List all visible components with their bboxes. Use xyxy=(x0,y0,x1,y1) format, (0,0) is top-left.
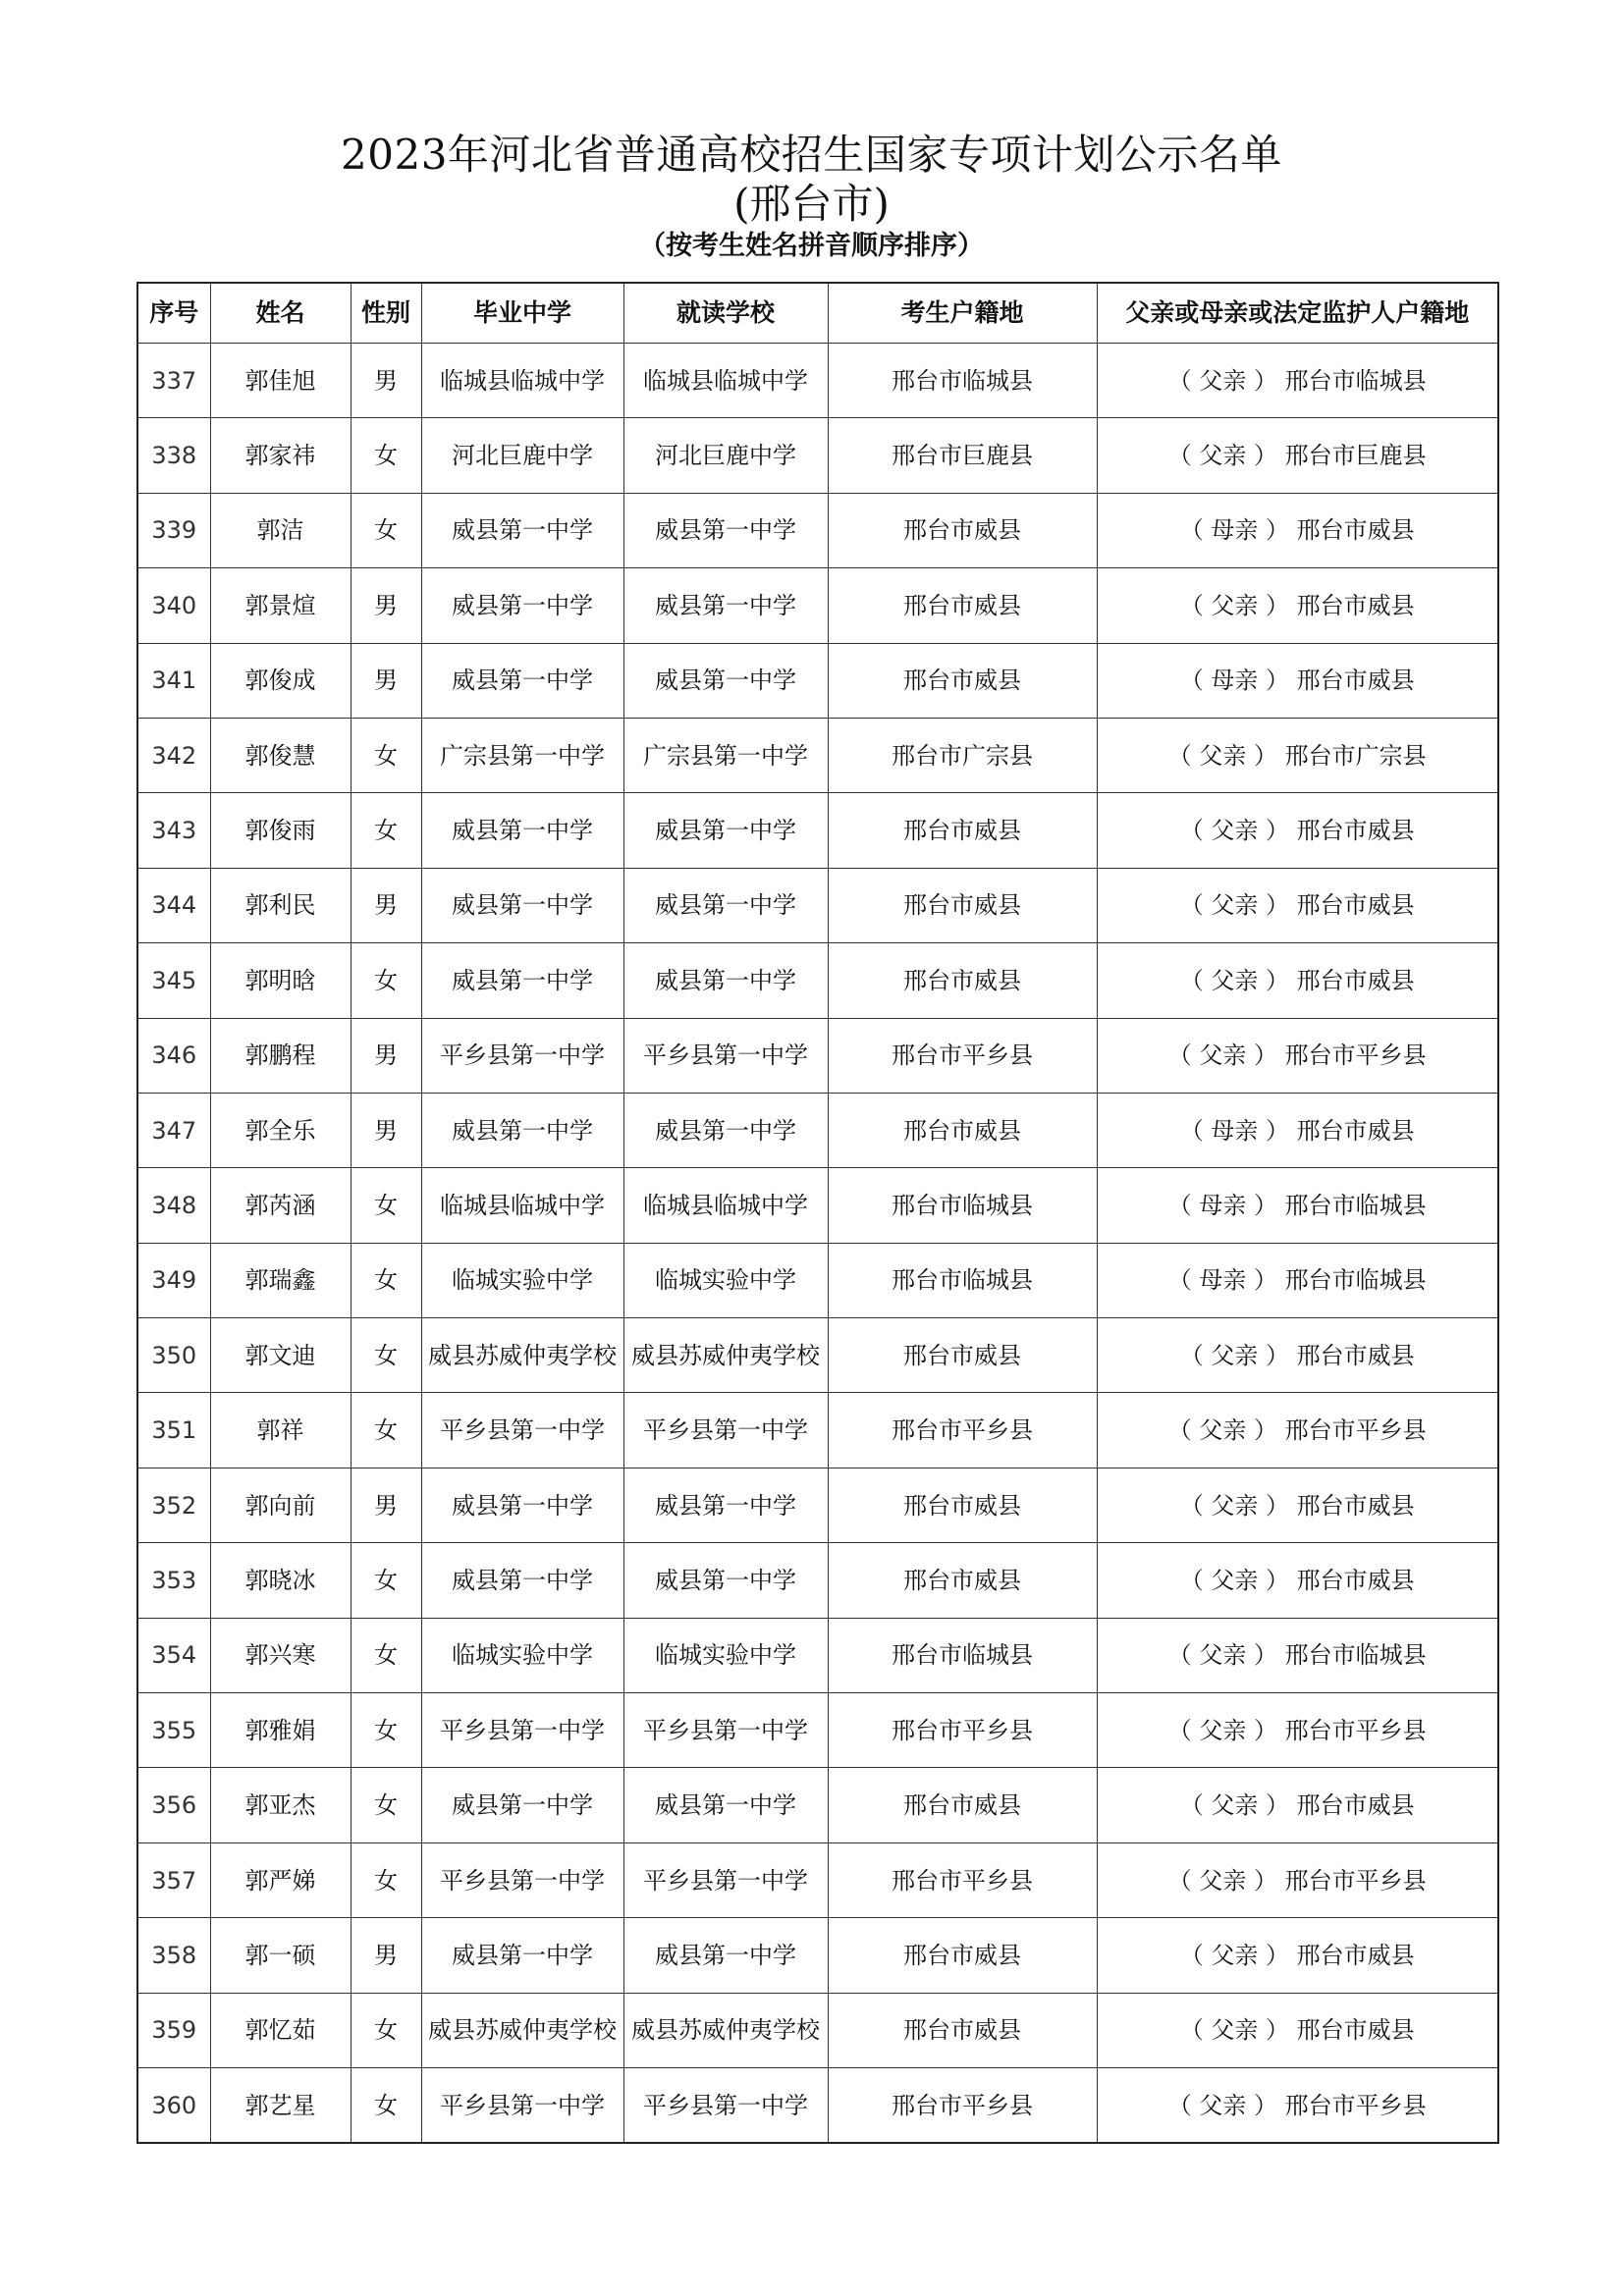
guardian-residence-cell: （ 母亲 ） 邢台市临城县 xyxy=(1097,1168,1498,1243)
name-cell: 郭俊成 xyxy=(210,643,351,718)
table-row xyxy=(137,868,1498,942)
guardian-residence-cell: （ 父亲 ） 邢台市威县 xyxy=(1097,868,1498,942)
student-residence-cell: 邢台市威县 xyxy=(828,1543,1097,1618)
table-row xyxy=(137,1993,1498,2067)
name-cell: 郭兴寒 xyxy=(210,1618,351,1692)
guardian-residence-cell: （ 父亲 ） 邢台市威县 xyxy=(1097,568,1498,643)
gender-cell: 男 xyxy=(351,868,421,942)
table-row xyxy=(137,568,1498,643)
city-subtitle: (邢台市) xyxy=(733,180,890,228)
name-cell: 郭一硕 xyxy=(210,1918,351,1993)
graduation-school-cell: 河北巨鹿中学 xyxy=(421,418,623,493)
seq-cell: 349 xyxy=(137,1243,210,1317)
table-row xyxy=(137,793,1498,868)
student-residence-cell: 邢台市临城县 xyxy=(828,344,1097,418)
graduation-school-cell: 威县第一中学 xyxy=(421,643,623,718)
current-school-cell: 河北巨鹿中学 xyxy=(623,418,828,493)
seq-cell: 347 xyxy=(137,1093,210,1167)
student-residence-cell: 邢台市威县 xyxy=(828,493,1097,567)
seq-cell: 337 xyxy=(137,344,210,418)
seq-cell: 353 xyxy=(137,1543,210,1618)
seq-cell: 354 xyxy=(137,1618,210,1692)
guardian-residence-cell: （ 父亲 ） 邢台市威县 xyxy=(1097,1318,1498,1393)
graduation-school-cell: 临城实验中学 xyxy=(421,1618,623,1692)
student-residence-cell: 邢台市威县 xyxy=(828,568,1097,643)
student-residence-cell: 邢台市威县 xyxy=(828,1468,1097,1542)
name-cell: 郭晓冰 xyxy=(210,1543,351,1618)
name-cell: 郭艺星 xyxy=(210,2067,351,2143)
student-residence-cell: 邢台市平乡县 xyxy=(828,1693,1097,1768)
student-residence-cell: 邢台市威县 xyxy=(828,1318,1097,1393)
current-school-cell: 威县第一中学 xyxy=(623,1468,828,1542)
student-residence-cell: 邢台市威县 xyxy=(828,1093,1097,1167)
gender-cell: 女 xyxy=(351,718,421,792)
seq-cell: 355 xyxy=(137,1693,210,1768)
student-residence-cell: 邢台市平乡县 xyxy=(828,2067,1097,2143)
current-school-cell: 威县第一中学 xyxy=(623,1918,828,1993)
table-row xyxy=(137,2067,1498,2143)
seq-cell: 343 xyxy=(137,793,210,868)
graduation-school-cell: 平乡县第一中学 xyxy=(421,1393,623,1468)
table-row xyxy=(137,1693,1498,1768)
gender-cell: 男 xyxy=(351,1468,421,1542)
gender-cell: 女 xyxy=(351,1393,421,1468)
graduation-school-cell: 临城县临城中学 xyxy=(421,1168,623,1243)
current-school-cell: 平乡县第一中学 xyxy=(623,1693,828,1768)
seq-cell: 352 xyxy=(137,1468,210,1542)
seq-cell: 359 xyxy=(137,1993,210,2067)
column-header-student-residence: 考生户籍地 xyxy=(828,283,1097,344)
current-school-cell: 威县第一中学 xyxy=(623,493,828,567)
guardian-residence-cell: （ 父亲 ） 邢台市临城县 xyxy=(1097,344,1498,418)
seq-cell: 356 xyxy=(137,1768,210,1842)
name-cell: 郭家祎 xyxy=(210,418,351,493)
name-cell: 郭文迪 xyxy=(210,1318,351,1393)
graduation-school-cell: 威县第一中学 xyxy=(421,1918,623,1993)
student-residence-cell: 邢台市平乡县 xyxy=(828,1018,1097,1093)
guardian-residence-cell: （ 父亲 ） 邢台市平乡县 xyxy=(1097,1393,1498,1468)
guardian-residence-cell: （ 母亲 ） 邢台市临城县 xyxy=(1097,1243,1498,1317)
table-row xyxy=(137,1243,1498,1317)
guardian-residence-cell: （ 父亲 ） 邢台市平乡县 xyxy=(1097,1693,1498,1768)
graduation-school-cell: 平乡县第一中学 xyxy=(421,1842,623,1917)
table-row xyxy=(137,718,1498,792)
name-cell: 郭瑞鑫 xyxy=(210,1243,351,1317)
name-cell: 郭洁 xyxy=(210,493,351,567)
name-cell: 郭俊雨 xyxy=(210,793,351,868)
name-cell: 郭严娣 xyxy=(210,1842,351,1917)
student-residence-cell: 邢台市威县 xyxy=(828,1918,1097,1993)
seq-cell: 348 xyxy=(137,1168,210,1243)
student-residence-cell: 邢台市威县 xyxy=(828,1993,1097,2067)
name-cell: 郭景煊 xyxy=(210,568,351,643)
current-school-cell: 平乡县第一中学 xyxy=(623,1842,828,1917)
column-header-seq: 序号 xyxy=(137,283,210,344)
table-row xyxy=(137,1918,1498,1993)
seq-cell: 360 xyxy=(137,2067,210,2143)
student-residence-cell: 邢台市巨鹿县 xyxy=(828,418,1097,493)
admission-list-table xyxy=(136,282,1499,2144)
student-residence-cell: 邢台市威县 xyxy=(828,1768,1097,1842)
guardian-residence-cell: （ 父亲 ） 邢台市平乡县 xyxy=(1097,1018,1498,1093)
name-cell: 郭全乐 xyxy=(210,1093,351,1167)
gender-cell: 女 xyxy=(351,493,421,567)
table-row xyxy=(137,493,1498,567)
current-school-cell: 威县苏威仲夷学校 xyxy=(623,1993,828,2067)
name-cell: 郭向前 xyxy=(210,1468,351,1542)
guardian-residence-cell: （ 父亲 ） 邢台市威县 xyxy=(1097,1993,1498,2067)
student-residence-cell: 邢台市威县 xyxy=(828,643,1097,718)
current-school-cell: 威县第一中学 xyxy=(623,943,828,1018)
column-header-gender: 性别 xyxy=(351,283,421,344)
gender-cell: 女 xyxy=(351,1993,421,2067)
current-school-cell: 广宗县第一中学 xyxy=(623,718,828,792)
seq-cell: 346 xyxy=(137,1018,210,1093)
graduation-school-cell: 威县第一中学 xyxy=(421,1543,623,1618)
document-title: 2023年河北省普通高校招生国家专项计划公示名单 xyxy=(341,131,1282,179)
student-residence-cell: 邢台市平乡县 xyxy=(828,1842,1097,1917)
graduation-school-cell: 威县苏威仲夷学校 xyxy=(421,1318,623,1393)
graduation-school-cell: 威县第一中学 xyxy=(421,1768,623,1842)
table-row xyxy=(137,1318,1498,1393)
current-school-cell: 临城实验中学 xyxy=(623,1243,828,1317)
current-school-cell: 威县第一中学 xyxy=(623,1768,828,1842)
gender-cell: 女 xyxy=(351,1693,421,1768)
seq-cell: 342 xyxy=(137,718,210,792)
name-cell: 郭亚杰 xyxy=(210,1768,351,1842)
current-school-cell: 威县第一中学 xyxy=(623,568,828,643)
gender-cell: 女 xyxy=(351,1318,421,1393)
column-header-graduation-school: 毕业中学 xyxy=(421,283,623,344)
table-row xyxy=(137,418,1498,493)
seq-cell: 340 xyxy=(137,568,210,643)
seq-cell: 358 xyxy=(137,1918,210,1993)
gender-cell: 女 xyxy=(351,943,421,1018)
graduation-school-cell: 平乡县第一中学 xyxy=(421,1693,623,1768)
table-row xyxy=(137,1768,1498,1842)
graduation-school-cell: 平乡县第一中学 xyxy=(421,2067,623,2143)
table-row xyxy=(137,1543,1498,1618)
graduation-school-cell: 威县苏威仲夷学校 xyxy=(421,1993,623,2067)
name-cell: 郭佳旭 xyxy=(210,344,351,418)
guardian-residence-cell: （ 父亲 ） 邢台市威县 xyxy=(1097,1543,1498,1618)
current-school-cell: 临城县临城中学 xyxy=(623,344,828,418)
guardian-residence-cell: （ 父亲 ） 邢台市平乡县 xyxy=(1097,2067,1498,2143)
guardian-residence-cell: （ 父亲 ） 邢台市威县 xyxy=(1097,1768,1498,1842)
table-row xyxy=(137,1618,1498,1692)
current-school-cell: 临城实验中学 xyxy=(623,1618,828,1692)
guardian-residence-cell: （ 母亲 ） 邢台市威县 xyxy=(1097,493,1498,567)
graduation-school-cell: 威县第一中学 xyxy=(421,793,623,868)
gender-cell: 女 xyxy=(351,1168,421,1243)
student-residence-cell: 邢台市平乡县 xyxy=(828,1393,1097,1468)
student-residence-cell: 邢台市威县 xyxy=(828,793,1097,868)
current-school-cell: 威县第一中学 xyxy=(623,868,828,942)
table-row xyxy=(137,943,1498,1018)
current-school-cell: 平乡县第一中学 xyxy=(623,1018,828,1093)
seq-cell: 345 xyxy=(137,943,210,1018)
current-school-cell: 威县第一中学 xyxy=(623,643,828,718)
graduation-school-cell: 威县第一中学 xyxy=(421,568,623,643)
table-row xyxy=(137,1468,1498,1542)
graduation-school-cell: 广宗县第一中学 xyxy=(421,718,623,792)
guardian-residence-cell: （ 父亲 ） 邢台市临城县 xyxy=(1097,1618,1498,1692)
seq-cell: 357 xyxy=(137,1842,210,1917)
gender-cell: 男 xyxy=(351,1918,421,1993)
graduation-school-cell: 临城实验中学 xyxy=(421,1243,623,1317)
table-row xyxy=(137,643,1498,718)
current-school-cell: 威县第一中学 xyxy=(623,1543,828,1618)
graduation-school-cell: 威县第一中学 xyxy=(421,493,623,567)
guardian-residence-cell: （ 父亲 ） 邢台市巨鹿县 xyxy=(1097,418,1498,493)
guardian-residence-cell: （ 父亲 ） 邢台市威县 xyxy=(1097,1468,1498,1542)
gender-cell: 男 xyxy=(351,568,421,643)
gender-cell: 女 xyxy=(351,1618,421,1692)
student-residence-cell: 邢台市威县 xyxy=(828,868,1097,942)
graduation-school-cell: 临城县临城中学 xyxy=(421,344,623,418)
name-cell: 郭鹏程 xyxy=(210,1018,351,1093)
column-header-name: 姓名 xyxy=(210,283,351,344)
gender-cell: 女 xyxy=(351,793,421,868)
table-row xyxy=(137,1842,1498,1917)
name-cell: 郭雅娟 xyxy=(210,1693,351,1768)
seq-cell: 350 xyxy=(137,1318,210,1393)
table-row xyxy=(137,1393,1498,1468)
current-school-cell: 威县苏威仲夷学校 xyxy=(623,1318,828,1393)
name-cell: 郭祥 xyxy=(210,1393,351,1468)
student-residence-cell: 邢台市临城县 xyxy=(828,1618,1097,1692)
current-school-cell: 平乡县第一中学 xyxy=(623,1393,828,1468)
name-cell: 郭利民 xyxy=(210,868,351,942)
table-row xyxy=(137,1093,1498,1167)
table-row xyxy=(137,1018,1498,1093)
guardian-residence-cell: （ 父亲 ） 邢台市广宗县 xyxy=(1097,718,1498,792)
student-residence-cell: 邢台市广宗县 xyxy=(828,718,1097,792)
guardian-residence-cell: （ 父亲 ） 邢台市威县 xyxy=(1097,943,1498,1018)
current-school-cell: 威县第一中学 xyxy=(623,793,828,868)
column-header-current-school: 就读学校 xyxy=(623,283,828,344)
seq-cell: 338 xyxy=(137,418,210,493)
student-residence-cell: 邢台市临城县 xyxy=(828,1243,1097,1317)
graduation-school-cell: 威县第一中学 xyxy=(421,1468,623,1542)
guardian-residence-cell: （ 父亲 ） 邢台市平乡县 xyxy=(1097,1842,1498,1917)
table-header-row xyxy=(137,283,1498,344)
graduation-school-cell: 平乡县第一中学 xyxy=(421,1018,623,1093)
gender-cell: 男 xyxy=(351,1018,421,1093)
gender-cell: 女 xyxy=(351,1842,421,1917)
gender-cell: 女 xyxy=(351,418,421,493)
column-header-guardian-residence: 父亲或母亲或法定监护人户籍地 xyxy=(1097,283,1498,344)
seq-cell: 339 xyxy=(137,493,210,567)
graduation-school-cell: 威县第一中学 xyxy=(421,943,623,1018)
gender-cell: 女 xyxy=(351,1243,421,1317)
guardian-residence-cell: （ 父亲 ） 邢台市威县 xyxy=(1097,1918,1498,1993)
gender-cell: 男 xyxy=(351,643,421,718)
guardian-residence-cell: （ 母亲 ） 邢台市威县 xyxy=(1097,643,1498,718)
current-school-cell: 平乡县第一中学 xyxy=(623,2067,828,2143)
graduation-school-cell: 威县第一中学 xyxy=(421,1093,623,1167)
current-school-cell: 临城县临城中学 xyxy=(623,1168,828,1243)
graduation-school-cell: 威县第一中学 xyxy=(421,868,623,942)
gender-cell: 男 xyxy=(351,344,421,418)
gender-cell: 女 xyxy=(351,2067,421,2143)
student-residence-cell: 邢台市临城县 xyxy=(828,1168,1097,1243)
gender-cell: 女 xyxy=(351,1768,421,1842)
seq-cell: 341 xyxy=(137,643,210,718)
table-row xyxy=(137,344,1498,418)
sort-note: （按考生姓名拼音顺序排序） xyxy=(639,231,984,261)
name-cell: 郭明晗 xyxy=(210,943,351,1018)
table-row xyxy=(137,1168,1498,1243)
seq-cell: 351 xyxy=(137,1393,210,1468)
name-cell: 郭芮涵 xyxy=(210,1168,351,1243)
seq-cell: 344 xyxy=(137,868,210,942)
current-school-cell: 威县第一中学 xyxy=(623,1093,828,1167)
gender-cell: 男 xyxy=(351,1093,421,1167)
student-residence-cell: 邢台市威县 xyxy=(828,943,1097,1018)
name-cell: 郭忆茹 xyxy=(210,1993,351,2067)
gender-cell: 女 xyxy=(351,1543,421,1618)
name-cell: 郭俊慧 xyxy=(210,718,351,792)
guardian-residence-cell: （ 母亲 ） 邢台市威县 xyxy=(1097,1093,1498,1167)
guardian-residence-cell: （ 父亲 ） 邢台市威县 xyxy=(1097,793,1498,868)
